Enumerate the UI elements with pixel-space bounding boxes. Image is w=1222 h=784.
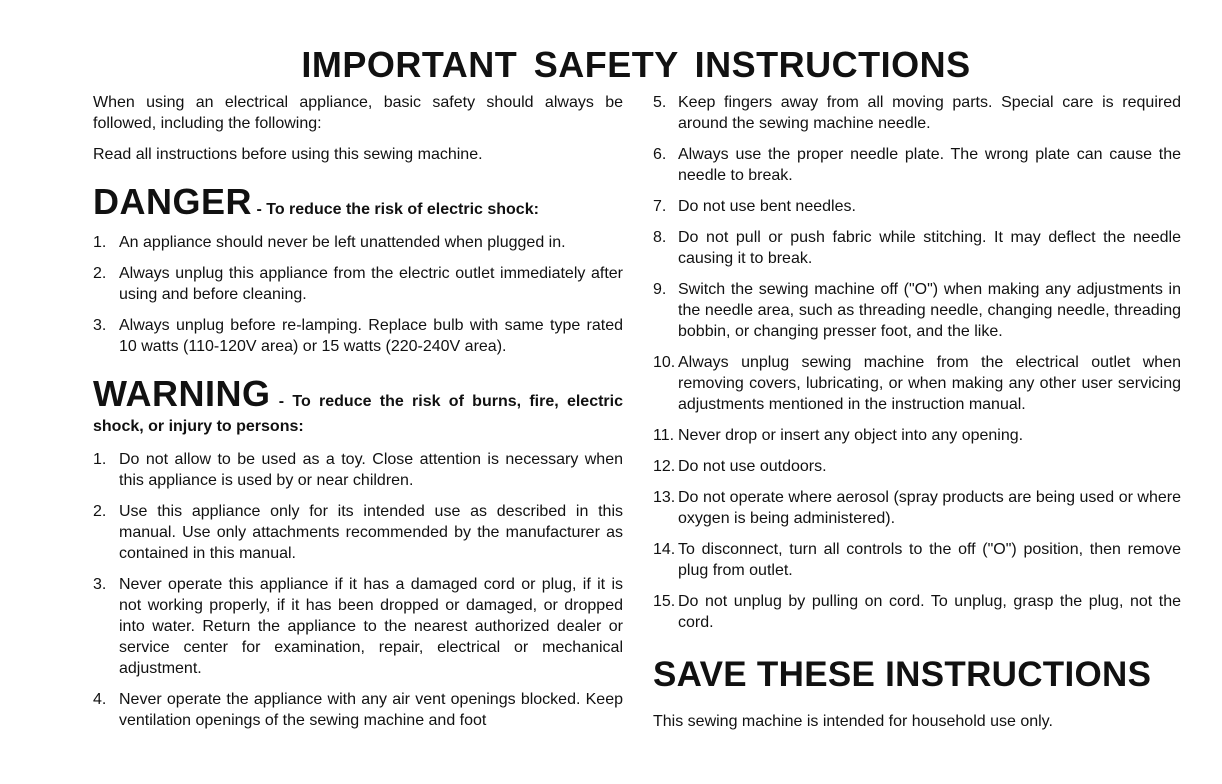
item-text: Do not allow to be used as a toy. Close attention is necessary when this appliance is used by or near children. bbox=[119, 451, 623, 489]
warning-header bbox=[93, 373, 623, 439]
item-number: 10. bbox=[653, 354, 676, 371]
left-column bbox=[93, 92, 623, 741]
list-item bbox=[653, 352, 1181, 415]
danger-heading: DANGER bbox=[93, 181, 253, 222]
intro-text: When using an electrical appliance, basic safety should always be followed, including the following: bbox=[93, 94, 623, 132]
item-number: 7. bbox=[653, 198, 667, 215]
item-text: An appliance should never be left unattended when plugged in. bbox=[119, 234, 566, 251]
item-number: 12. bbox=[653, 458, 676, 475]
item-text: Do not unplug by pulling on cord. To unplug, grasp the plug, not the cord. bbox=[678, 593, 1181, 631]
item-text: Switch the sewing machine off ("O") when making any adjustments in the needle area, such as threading needle, changing needle, threading bobbin, or changing presser foot, and the like. bbox=[678, 281, 1181, 340]
item-number: 3. bbox=[93, 576, 107, 593]
list-item bbox=[653, 591, 1181, 633]
list-item bbox=[653, 456, 1181, 477]
item-number: 2. bbox=[93, 503, 107, 520]
item-text: Do not pull or push fabric while stitching. It may deflect the needle causing it to break. bbox=[678, 229, 1181, 267]
item-number: 2. bbox=[93, 265, 107, 282]
item-number: 9. bbox=[653, 281, 667, 298]
item-number: 13. bbox=[653, 489, 676, 506]
instructions-list-continued bbox=[653, 92, 1181, 633]
list-item bbox=[653, 487, 1181, 529]
item-text: Use this appliance only for its intended use as described in this manual. Use only attachments recommended by the manufacturer as contained in this manual. bbox=[119, 503, 623, 562]
page-title: IMPORTANT SAFETY INSTRUCTIONS bbox=[301, 44, 971, 85]
item-text: Never operate this appliance if it has a damaged cord or plug, if it is not working properly, if it has been dropped or damaged, or dropped into water. Return the appliance to the nearest authorized dealer or service center for examination, repair, electrical or mechanical adjustment. bbox=[119, 576, 623, 677]
list-item bbox=[93, 232, 623, 253]
item-number: 8. bbox=[653, 229, 667, 246]
warning-heading: WARNING bbox=[93, 373, 271, 414]
list-item bbox=[653, 539, 1181, 581]
item-text: Always use the proper needle plate. The wrong plate can cause the needle to break. bbox=[678, 146, 1181, 184]
danger-subheading: - To reduce the risk of electric shock: bbox=[256, 201, 539, 218]
list-item bbox=[653, 92, 1181, 134]
item-number: 3. bbox=[93, 317, 107, 334]
read-instructions-text: Read all instructions before using this sewing machine. bbox=[93, 146, 483, 163]
item-text: Never drop or insert any object into any opening. bbox=[678, 427, 1024, 444]
list-item bbox=[93, 574, 623, 679]
item-number: 14. bbox=[653, 541, 676, 558]
item-number: 4. bbox=[93, 691, 107, 708]
danger-header bbox=[93, 181, 623, 222]
item-text: Never operate the appliance with any air vent openings blocked. Keep ventilation openings of the sewing machine and foot bbox=[119, 691, 623, 729]
list-item bbox=[653, 425, 1181, 446]
item-text: Do not operate where aerosol (spray products are being used or where oxygen is being administered). bbox=[678, 489, 1181, 527]
right-column bbox=[653, 92, 1181, 732]
list-item bbox=[93, 315, 623, 357]
item-text: Do not use bent needles. bbox=[678, 198, 856, 215]
warning-list bbox=[93, 449, 623, 731]
save-instructions-heading: SAVE THESE INSTRUCTIONS bbox=[653, 655, 1152, 694]
item-number: 5. bbox=[653, 94, 667, 111]
item-text: Always unplug this appliance from the electric outlet immediately after using and before cleaning. bbox=[119, 265, 623, 303]
list-item bbox=[93, 689, 623, 731]
list-item bbox=[653, 196, 1181, 217]
item-text: Keep fingers away from all moving parts. Special care is required around the sewing machine needle. bbox=[678, 94, 1181, 132]
warning-subheading: - To reduce the risk of burns, fire, electric shock, or injury to persons: bbox=[93, 393, 623, 435]
item-number: 1. bbox=[93, 234, 107, 251]
list-item bbox=[653, 279, 1181, 342]
item-number: 1. bbox=[93, 451, 107, 468]
item-number: 11. bbox=[653, 427, 675, 444]
list-item bbox=[93, 263, 623, 305]
item-number: 15. bbox=[653, 593, 676, 610]
list-item bbox=[93, 449, 623, 491]
household-use-note: This sewing machine is intended for household use only. bbox=[653, 713, 1053, 730]
item-text: Always unplug sewing machine from the electrical outlet when removing covers, lubricating, or when making any other user servicing adjustments mentioned in the instruction manual. bbox=[678, 354, 1181, 413]
item-number: 6. bbox=[653, 146, 667, 163]
item-text: Always unplug before re-lamping. Replace bulb with same type rated 10 watts (110-120V area) or 15 watts (220-240V area). bbox=[119, 317, 623, 355]
list-item bbox=[93, 501, 623, 564]
item-text: Do not use outdoors. bbox=[678, 458, 827, 475]
list-item bbox=[653, 144, 1181, 186]
item-text: To disconnect, turn all controls to the off ("O") position, then remove plug from outlet. bbox=[678, 541, 1181, 579]
list-item bbox=[653, 227, 1181, 269]
danger-list bbox=[93, 232, 623, 357]
